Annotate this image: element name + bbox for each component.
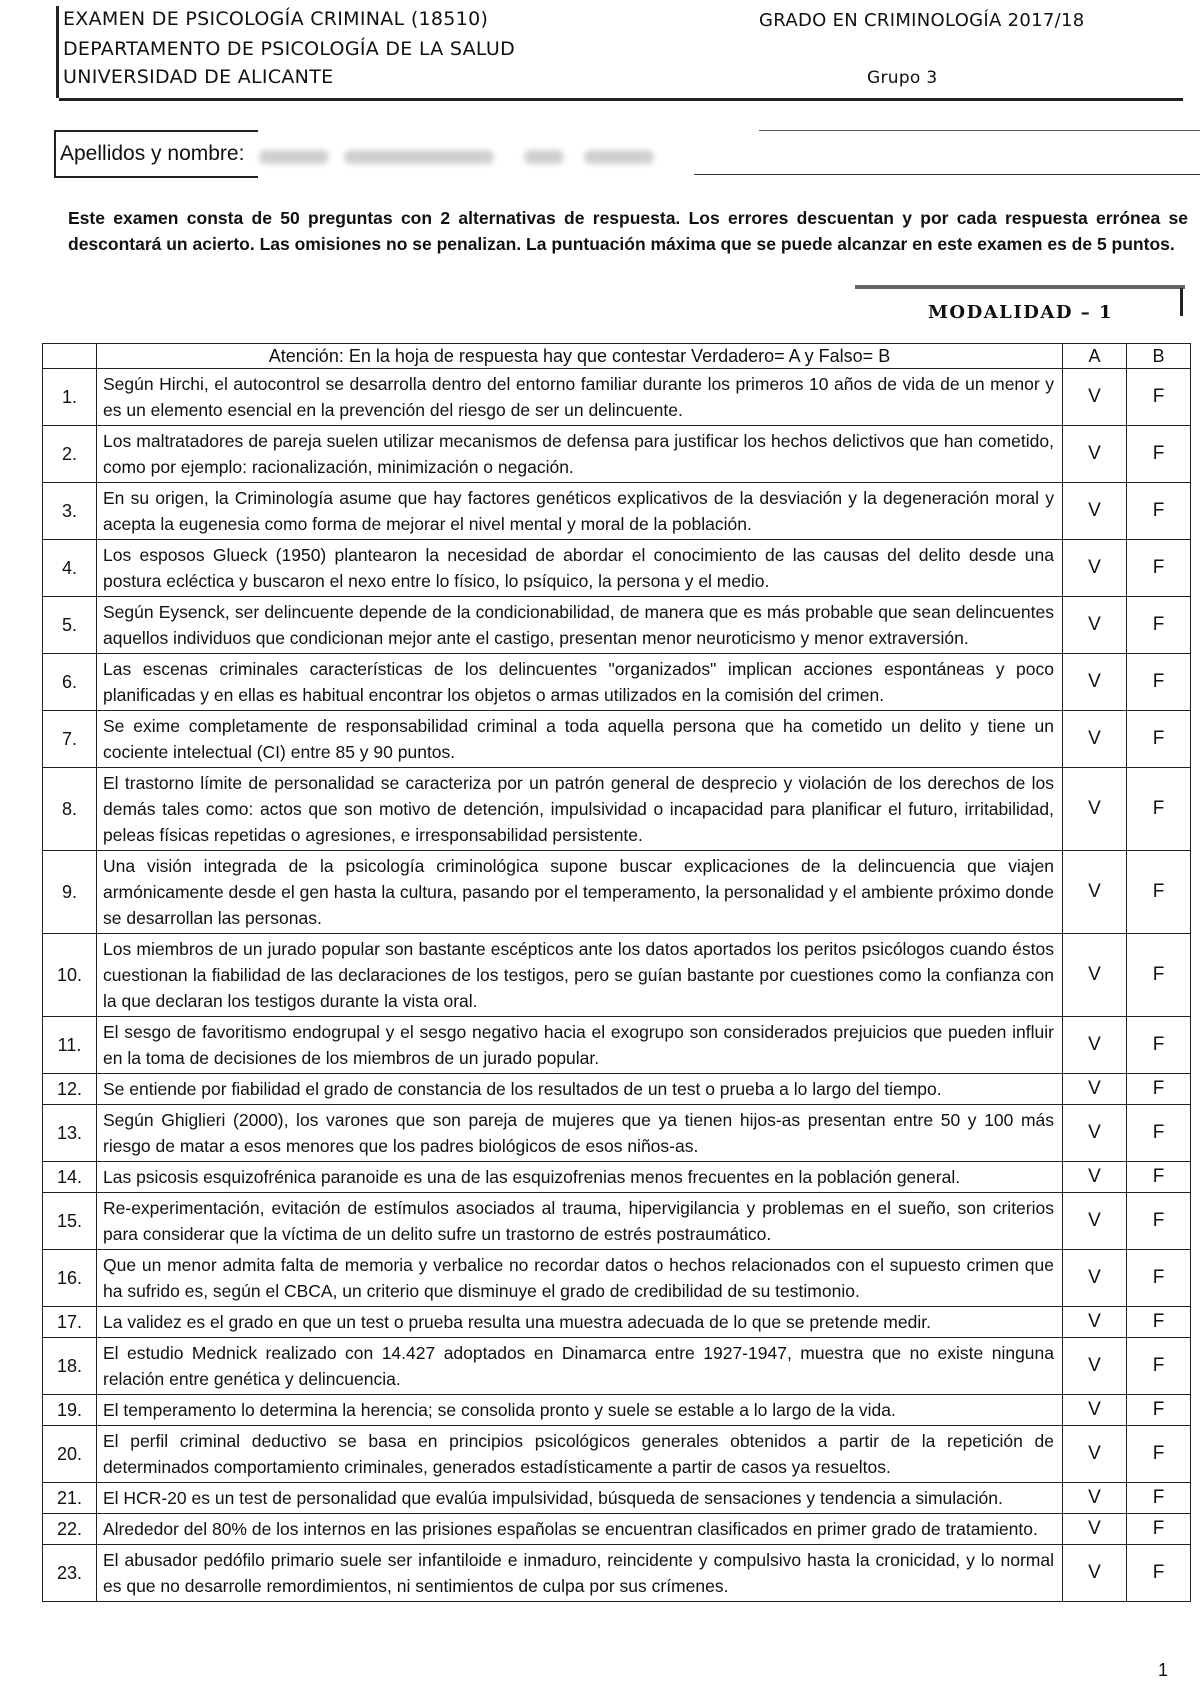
option-a[interactable]: V	[1063, 1483, 1127, 1514]
table-row	[43, 597, 1191, 654]
header-col-a: A	[1063, 344, 1127, 369]
question-text: El abusador pedófilo primario suele ser infantiloide e inmaduro, reincidente y compulsivo hasta la cronicidad, y lo normal es que no desarrolle remordimientos, ni sentimientos de culpa por sus crímenes.	[97, 1545, 1063, 1602]
question-number: 14.	[43, 1162, 97, 1193]
option-b[interactable]: F	[1127, 1307, 1191, 1338]
table-row	[43, 1074, 1191, 1105]
option-b[interactable]: F	[1127, 654, 1191, 711]
option-b[interactable]: F	[1127, 711, 1191, 768]
name-underline	[694, 174, 1200, 175]
group-label: Grupo 3	[867, 68, 938, 88]
question-number: 19.	[43, 1395, 97, 1426]
question-number: 21.	[43, 1483, 97, 1514]
table-row	[43, 1017, 1191, 1074]
header-num-cell	[43, 344, 97, 369]
option-b[interactable]: F	[1127, 597, 1191, 654]
questions-table	[42, 343, 1191, 1602]
table-row	[43, 1250, 1191, 1307]
option-b[interactable]: F	[1127, 1483, 1191, 1514]
option-a[interactable]: V	[1063, 654, 1127, 711]
question-number: 3.	[43, 483, 97, 540]
option-b[interactable]: F	[1127, 540, 1191, 597]
option-b[interactable]: F	[1127, 1514, 1191, 1545]
option-b[interactable]: F	[1127, 483, 1191, 540]
page-number: 1	[1158, 1660, 1169, 1680]
question-number: 6.	[43, 654, 97, 711]
question-number: 18.	[43, 1338, 97, 1395]
question-number: 22.	[43, 1514, 97, 1545]
question-number: 17.	[43, 1307, 97, 1338]
name-label: Apellidos y nombre:	[54, 130, 258, 178]
option-a[interactable]: V	[1063, 426, 1127, 483]
option-a[interactable]: V	[1063, 934, 1127, 1017]
question-text: Según Hirchi, el autocontrol se desarrolla dentro del entorno familiar durante los primeros 10 años de vida de un menor y es un elemento esencial en la prevención del riesgo de ser un delincuente.	[97, 369, 1063, 426]
question-text: Se entiende por fiabilidad el grado de constancia de los resultados de un test o prueba a lo largo del tiempo.	[97, 1074, 1063, 1105]
question-text: El perfil criminal deductivo se basa en principios psicológicos generales obtenidos a partir de la repetición de determinados comportamiento criminales, generados estadísticamente a partir de casos ya resueltos.	[97, 1426, 1063, 1483]
table-row	[43, 540, 1191, 597]
name-top-line	[759, 130, 1200, 131]
question-text: Que un menor admita falta de memoria y verbalice no recordar datos o hechos relacionados con el supuesto crimen que ha sufrido es, según el CBCA, un criterio que disminuye el grado de credibilidad de su testimonio.	[97, 1250, 1063, 1307]
question-text: Según Eysenck, ser delincuente depende de la condicionabilidad, de manera que es más probable que sean delincuentes aquellos individuos que condicionan mejor ante el castigo, presentan menor neuroticismo y menor extraversión.	[97, 597, 1063, 654]
table-row	[43, 1338, 1191, 1395]
table-row	[43, 369, 1191, 426]
option-a[interactable]: V	[1063, 1105, 1127, 1162]
table-header-row	[43, 344, 1191, 369]
table-row	[43, 1307, 1191, 1338]
redacted-surname-3	[584, 150, 654, 164]
table-row	[43, 768, 1191, 851]
exam-header	[56, 6, 1183, 98]
question-text: Los miembros de un jurado popular son bastante escépticos ante los datos aportados los peritos psicólogos cuando éstos cuestionan la fiabilidad de las declaraciones de los testigos, pero se guían bastante por cuestiones como la confianza con la que declaran los testigos durante la vista oral.	[97, 934, 1063, 1017]
option-b[interactable]: F	[1127, 1074, 1191, 1105]
option-a[interactable]: V	[1063, 1193, 1127, 1250]
header-col-b: B	[1127, 344, 1191, 369]
university: UNIVERSIDAD DE ALICANTE	[63, 66, 334, 88]
table-row	[43, 1514, 1191, 1545]
decorative-rule	[855, 285, 1185, 289]
exam-instructions: Este examen consta de 50 preguntas con 2 alternativas de respuesta. Los errores descuentan y por cada respuesta errónea se descontará un acierto. Las omisiones no se penalizan. La puntuación máxima que se puede alcanzar en este examen es de 5 puntos.	[68, 208, 1188, 254]
question-number: 11.	[43, 1017, 97, 1074]
table-row	[43, 1162, 1191, 1193]
option-a[interactable]: V	[1063, 768, 1127, 851]
option-b[interactable]: F	[1127, 1193, 1191, 1250]
question-text: Los maltratadores de pareja suelen utilizar mecanismos de defensa para justificar los hechos delictivos que han cometido, como por ejemplo: racionalización, minimización o negación.	[97, 426, 1063, 483]
question-number: 4.	[43, 540, 97, 597]
question-number: 5.	[43, 597, 97, 654]
table-row	[43, 1105, 1191, 1162]
option-b[interactable]: F	[1127, 1338, 1191, 1395]
question-number: 8.	[43, 768, 97, 851]
table-row	[43, 851, 1191, 934]
header-instruction: Atención: En la hoja de respuesta hay que contestar Verdadero= A y Falso= B	[97, 344, 1063, 369]
table-row	[43, 654, 1191, 711]
option-b[interactable]: F	[1127, 1162, 1191, 1193]
question-text: El temperamento lo determina la herencia; se consolida pronto y suele se estable a lo largo de la vida.	[97, 1395, 1063, 1426]
option-b[interactable]: F	[1127, 1426, 1191, 1483]
questions-body	[43, 369, 1191, 1602]
option-a[interactable]: V	[1063, 1017, 1127, 1074]
option-b[interactable]: F	[1127, 1017, 1191, 1074]
question-number: 9.	[43, 851, 97, 934]
question-number: 16.	[43, 1250, 97, 1307]
option-b[interactable]: F	[1127, 426, 1191, 483]
question-number: 1.	[43, 369, 97, 426]
redacted-surname-1	[344, 150, 494, 164]
question-text: Según Ghiglieri (2000), los varones que son pareja de mujeres que ya tienen hijos-as presentan entre 50 y 100 más riesgo de matar a esos menores que los padres biológicos de esos niños-as.	[97, 1105, 1063, 1162]
option-b[interactable]: F	[1127, 1250, 1191, 1307]
option-a[interactable]: V	[1063, 1545, 1127, 1602]
option-a[interactable]: V	[1063, 540, 1127, 597]
option-a[interactable]: V	[1063, 369, 1127, 426]
table-row	[43, 1483, 1191, 1514]
question-number: 10.	[43, 934, 97, 1017]
question-text: El sesgo de favoritismo endogrupal y el sesgo negativo hacia el exogrupo son considerados prejuicios que pueden influir en la toma de decisiones de los miembros de un jurado popular.	[97, 1017, 1063, 1074]
question-text: Se exime completamente de responsabilidad criminal a toda aquella persona que ha cometido un delito y tiene un cociente intelectual (CI) entre 85 y 90 puntos.	[97, 711, 1063, 768]
question-text: Una visión integrada de la psicología criminológica supone buscar explicaciones de la delincuencia que viajen armónicamente desde el gen hasta la cultura, pasando por el temperamento, la personalidad y el ambiente próximo donde se desarrollan las personas.	[97, 851, 1063, 934]
margin-tick	[1180, 288, 1183, 316]
question-text: El trastorno límite de personalidad se caracteriza por un patrón general de desprecio y violación de los derechos de los demás tales como: actos que son motivo de detención, impulsividad o incapacidad para planificar el futuro, irritabilidad, peleas físicas repetidas o agresiones, e irresponsabilidad persistente.	[97, 768, 1063, 851]
question-text: Las escenas criminales características de los delincuentes "organizados" implican acciones espontáneas y poco planificadas y en ellas es habitual encontrar los objetos o armas utilizados en la comisión del crimen.	[97, 654, 1063, 711]
table-row	[43, 1193, 1191, 1250]
exam-title: EXAMEN DE PSICOLOGÍA CRIMINAL (18510)	[63, 8, 489, 30]
option-a[interactable]: V	[1063, 1074, 1127, 1105]
option-a[interactable]: V	[1063, 851, 1127, 934]
question-number: 15.	[43, 1193, 97, 1250]
question-text: El HCR-20 es un test de personalidad que evalúa impulsividad, búsqueda de sensaciones y tendencia a simulación.	[97, 1483, 1063, 1514]
question-text: El estudio Mednick realizado con 14.427 adoptados en Dinamarca entre 1927-1947, muestra que no existe ninguna relación entre genética y delincuencia.	[97, 1338, 1063, 1395]
table-row	[43, 1395, 1191, 1426]
option-a[interactable]: V	[1063, 711, 1127, 768]
option-a[interactable]: V	[1063, 1162, 1127, 1193]
question-number: 12.	[43, 1074, 97, 1105]
question-text: Las psicosis esquizofrénica paranoide es una de las esquizofrenias menos frecuentes en la población general.	[97, 1162, 1063, 1193]
table-row	[43, 426, 1191, 483]
option-b[interactable]: F	[1127, 768, 1191, 851]
question-text: Los esposos Glueck (1950) plantearon la necesidad de abordar el conocimiento de las causas del delito desde una postura ecléctica y buscaron el nexo entre lo físico, lo psíquico, la persona y el medio.	[97, 540, 1063, 597]
option-b[interactable]: F	[1127, 369, 1191, 426]
table-row	[43, 1545, 1191, 1602]
question-text: Re-experimentación, evitación de estímulos asociados al trauma, hipervigilancia y problemas en el sueño, son criterios para considerar que la víctima de un delito sufre un trastorno de estrés postraumático.	[97, 1193, 1063, 1250]
option-a[interactable]: V	[1063, 1395, 1127, 1426]
question-text: Alrededor del 80% de los internos en las prisiones españolas se encuentran clasificados en primer grado de tratamiento.	[97, 1514, 1063, 1545]
modalidad-label: MODALIDAD – 1	[928, 302, 1113, 323]
question-number: 2.	[43, 426, 97, 483]
option-b[interactable]: F	[1127, 934, 1191, 1017]
department: DEPARTAMENTO DE PSICOLOGÍA DE LA SALUD	[63, 38, 515, 60]
question-number: 13.	[43, 1105, 97, 1162]
degree-label: GRADO EN CRIMINOLOGÍA 2017/18	[759, 10, 1085, 31]
option-a[interactable]: V	[1063, 483, 1127, 540]
question-text: La validez es el grado en que un test o prueba resulta una muestra adecuada de lo que se pretende medir.	[97, 1307, 1063, 1338]
redacted-surname-2	[524, 150, 564, 164]
option-a[interactable]: V	[1063, 1307, 1127, 1338]
option-a[interactable]: V	[1063, 597, 1127, 654]
table-row	[43, 934, 1191, 1017]
option-a[interactable]: V	[1063, 1426, 1127, 1483]
option-b[interactable]: F	[1127, 1105, 1191, 1162]
question-number: 23.	[43, 1545, 97, 1602]
option-a[interactable]: V	[1063, 1338, 1127, 1395]
redacted-name	[259, 150, 329, 164]
table-row	[43, 483, 1191, 540]
table-row	[43, 1426, 1191, 1483]
option-b[interactable]: F	[1127, 1545, 1191, 1602]
question-number: 20.	[43, 1426, 97, 1483]
option-b[interactable]: F	[1127, 1395, 1191, 1426]
option-b[interactable]: F	[1127, 851, 1191, 934]
header-rule	[59, 98, 1183, 101]
option-a[interactable]: V	[1063, 1514, 1127, 1545]
question-text: En su origen, la Criminología asume que hay factores genéticos explicativos de la desviación y la degeneración moral y acepta la eugenesia como forma de mejorar el nivel mental y moral de la población.	[97, 483, 1063, 540]
name-field-row	[54, 130, 1184, 180]
question-number: 7.	[43, 711, 97, 768]
table-row	[43, 711, 1191, 768]
option-a[interactable]: V	[1063, 1250, 1127, 1307]
